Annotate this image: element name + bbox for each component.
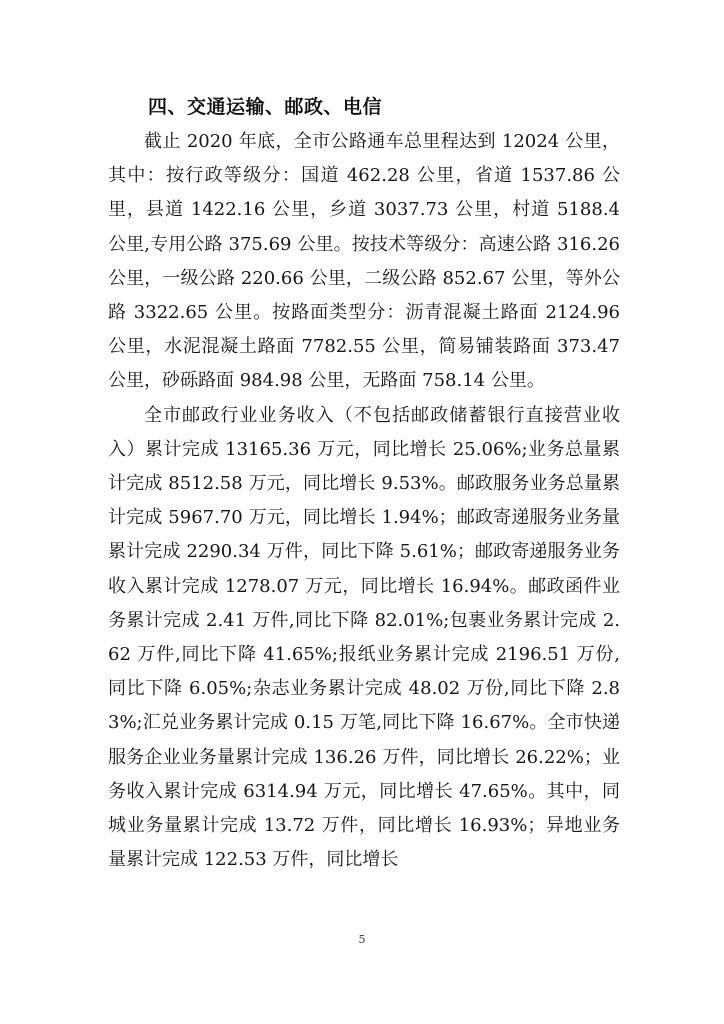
section-heading: 四、交通运输、邮政、电信 bbox=[148, 96, 383, 118]
page-number: 5 bbox=[358, 933, 366, 946]
paragraph-highway-mileage: 截止 2020 年底，全市公路通车总里程达到 12024 公里，其中：按行政等级分：国道 462.28 公里，省道 1537.86 公里，县道 1422.16 公里，乡道 3037.73 公里，村道 5188.4 公里,专用公路 375.69 公里。按技术等级分：高速公路 316.26 公里，一级公路 220.66 公里，二级公路 852.67 公里，等外公路 3322.65 公里。按路面类型分：沥青混凝土路面 2124.96 公里，水泥混凝土路面 7782.55 公里，简易铺装路面 373.47 公里，砂砾路面 984.98 公里，无路面 758.14 公里。 bbox=[108, 131, 620, 392]
paragraph-postal-services: 全市邮政行业业务收入（不包括邮政储蓄银行直接营业收入）累计完成 13165.36 万元，同比增长 25.06%;业务总量累计完成 8512.58 万元，同比增长 9.53%。邮政服务业务总量累计完成 5967.70 万元，同比增长 1.94%；邮政寄递服务业务量累计完成 2290.34 万件，同比下降 5.61%；邮政寄递服务业务收入累计完成 1278.07 万元，同比增长 16.94%。邮政函件业务累计完成 2.41 万件,同比下降 82.01%;包裹业务累计完成 2.62 万件,同比下降 41.65%;报纸业务累计完成 2196.51 万份,同比下降 6.05%;杂志业务累计完成 48.02 万份,同比下降 2.83%;汇兑业务累计完成 0.15 万笔,同比下降 16.67%。全市快递服务企业业务量累计完成 136.26 万件，同比增长 26.22%；业务收入累计完成 6314.94 万元，同比增长 47.65%。其中，同城业务量累计完成 13.72 万件，同比增长 16.93%；异地业务量累计完成 122.53 万件，同比增长 bbox=[108, 404, 620, 871]
body-text bbox=[108, 125, 620, 877]
